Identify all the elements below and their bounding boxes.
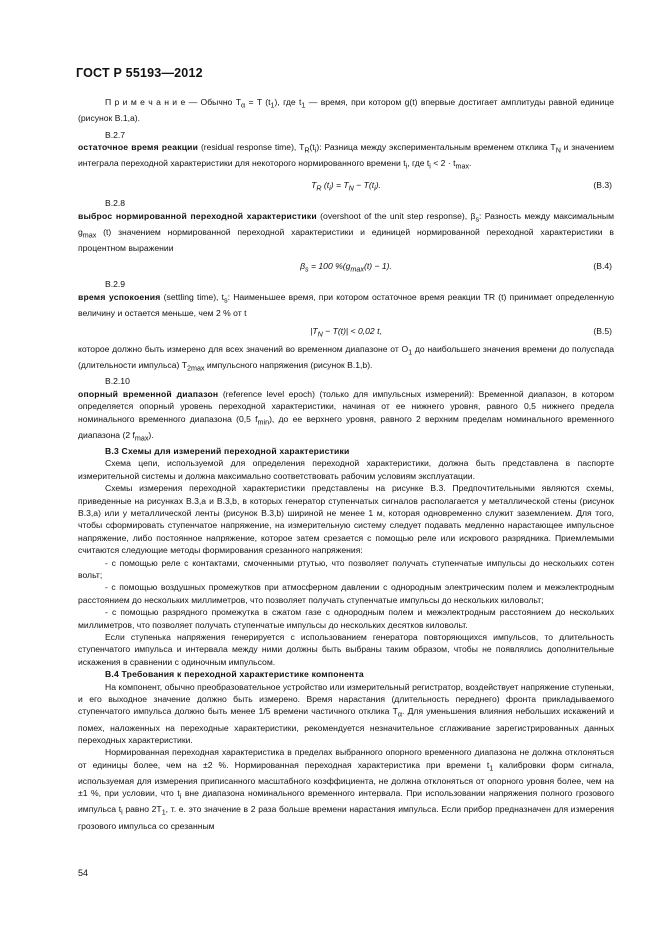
section-b4-title: В.4 Требования к переходной характеристике компонента bbox=[105, 669, 364, 680]
formula-expression: $|T_N - T(t)| < 0,02$ t, bbox=[310, 326, 382, 339]
definitions-list bbox=[78, 129, 614, 445]
section-b3-paragraph-2: Схемы измерения переходной характеристики представлены на рисунке В.3. Предпочтительными являются схемы, приведенные на рисунках В.3,а и В.3,b, в которых генератор ступенчатых сигналов располагается у металлической стены (рисунок В.3,а) или у металлической ленты (рисунок В.3,b) шириной не менее 1 м, которая одновременно служит заземлением. Для того, чтобы сформировать ступенчатое напряжение, на измерительную систему следует подавать медленно нарастающее импульсное напряжение, либо постоянное напряжение, которое затем срезается с помощью реле или искрового разрядника. Приемлемыми считаются следующие методы формирования срезанного напряжения: bbox=[78, 483, 614, 556]
definition-continuation: которое должно быть измерено для всех значений во временном диапазоне от $O_1$ до наибольшего значения времени до полуспада (длительности импульса) $T_{2max}$ импульсного напряжения (рисунок В.1,b). bbox=[78, 344, 614, 374]
page-number: 54 bbox=[78, 868, 89, 878]
definition-text: остаточное время реакции (residual response time), $T_R(t_i)$: Разница между экспериментальным временем отклика $T_N$ и значением интеграла переходной характеристики для некоторого нормированного времени $t_i$, где $t_i < 2 \cdot t_{max}$. bbox=[78, 141, 615, 171]
section-b4-paragraph-1: На компонент, обычно преобразовательное устройство или измерительный регистратор, воздействует напряжение ступеньки, и его выходное значение должно быть измерено. Время нарастания (длительность переднего) фронта прикладываемого ступенчатого импульса должно быть менее 1/5 времени частичного отклика $T_\alpha$. Для уменьшения влияния небольших искажений и помех, наложенных на переходные характеристики, рекомендуется незначительное сглаживание зарегистрированных данных переходных характеристики. bbox=[78, 681, 615, 745]
definition-text: опорный временной диапазон (reference level epoch) (только для импульсных измерений): Временной диапазон, в котором определяется опорный уровень переходной характеристики, начиная от ее нижнего уровня, равного 0,5 нижнего предела номинального временного диапазона (0,5 $f_{min}$), до ее верхнего уровня, равного 2 верхним пределам номинального временного диапазона (2 $f_{max}$). bbox=[78, 388, 614, 443]
definition-number: В.2.7 bbox=[105, 129, 126, 140]
definition-number: В.2.10 bbox=[105, 376, 130, 387]
definition-number: В.2.8 bbox=[105, 198, 126, 209]
note-paragraph: П р и м е ч а н и е — Обычно $T_\alpha = T$ $(t_1)$, где $t_1$ — время, при котором g(t) впервые достигает амплитуды равной единице (рисунок В.1,а). bbox=[78, 97, 614, 124]
formula-number: (В.4) bbox=[593, 261, 612, 272]
formula bbox=[78, 319, 614, 343]
formula-number: (В.3) bbox=[593, 180, 612, 191]
section-b3-paragraph-1: Схема цепи, используемой для определения переходной характеристики, должна быть представлена в паспорте измерительной системы и должна максимально соответствовать рабочим условиям эксплуатации. bbox=[78, 458, 614, 481]
document-header: ГОСТ Р 55193—2012 bbox=[76, 66, 203, 80]
list-item: - с помощью разрядного промежутка в сжатом газе с однородным полем и межэлектродным расстоянием до нескольких миллиметров, что позволяет получать ступенчатые импульсы до нескольких десятков киловольт. bbox=[78, 607, 614, 630]
formula bbox=[78, 173, 614, 197]
list-item: - с помощью реле с контактами, смоченными ртутью, что позволяет получать ступенчатые импульсы до нескольких сотен вольт; bbox=[78, 557, 614, 580]
section-b3-title: В.3 Схемы для измерений переходной характеристики bbox=[105, 445, 350, 456]
list-item: - с помощью воздушных промежутков при атмосферном давлении с однородным электрическим полем и межэлектродным расстоянием до нескольких миллиметров, что позволяет получать ступенчатые импульсы до нескольких киловольт; bbox=[78, 582, 614, 605]
section-b4-paragraph-2: Нормированная переходная характеристика в пределах выбранного опорного временного диапазона не должна отклоняться от единицы более, чем на ±2 %. Нормированная переходная характеристика при времени $t_1$ калибровки форм сигнала, используемая для измерения приписанного масштабного коэффициента, не должна отклоняться от опорного уровня более, чем на ±1 %, при условии, что $t_i$ вне диапазона номинального временного интервала. При использовании напряжения полного грозового импульса $t_i$ равно $2T_1$, т. е. это значение в 2 раза больше времени нарастания импульса. Если прибор предназначен для измерения грозового импульса со срезанным bbox=[78, 747, 615, 831]
formula-number: (В.5) bbox=[593, 326, 612, 337]
formula bbox=[78, 254, 614, 278]
section-b3-paragraph-3: Если ступенька напряжения генерируется с использованием генератора повторяющихся импульсов, то длительность ступенчатого импульса и интервала между ними должны быть выбраны таким образом, чтобы не появлялись дополнительные искажения в сравнении с одиночным импульсом. bbox=[78, 632, 614, 667]
formula-expression: $\beta_s = 100$ $\%(g_{max}(t) - 1)$. bbox=[300, 261, 392, 274]
formula-expression: $T_R$ $(t_i) = T_N - T(t_i)$. bbox=[311, 180, 381, 193]
method-list bbox=[78, 557, 614, 631]
document-body bbox=[78, 96, 614, 832]
definition-text: время успокоения (settling time), $t_s$: Наименьшее время, при котором остаточное время реакции TR (t) принимает определенную величину и остается меньше, чем 2 % от t bbox=[78, 291, 614, 318]
definition-text: выброс нормированной переходной характеристики (overshoot of the unit step response), $\beta_s$: Разность между максимальным $g_{max}$ (t) значением нормированной переходной характеристики и единицей нормированной переходной характеристики в процентном выражении bbox=[78, 210, 614, 253]
definition-number: В.2.9 bbox=[105, 279, 126, 290]
